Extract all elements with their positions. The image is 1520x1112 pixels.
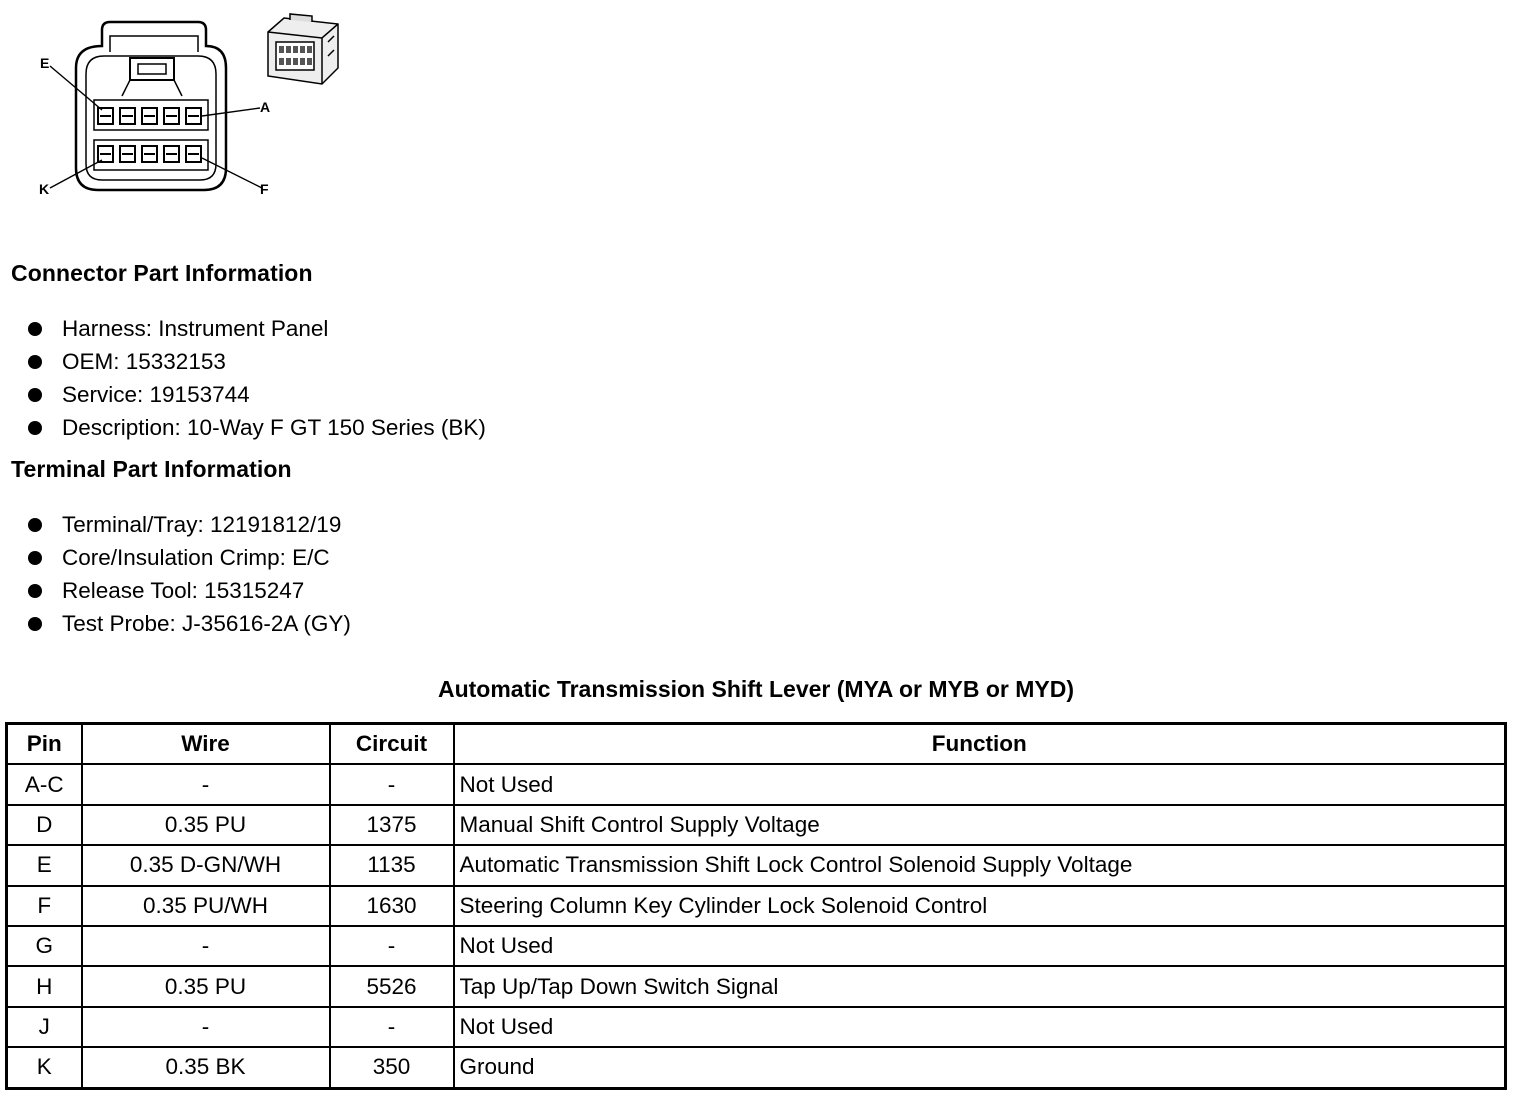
bullet-icon <box>28 355 42 369</box>
header-pin: Pin <box>7 724 82 765</box>
cell-circuit: 1135 <box>330 845 454 885</box>
list-item: Core/Insulation Crimp: E/C <box>28 541 351 574</box>
pin-label-f: F <box>260 181 269 197</box>
connector-face-diagram <box>30 8 350 208</box>
cell-wire: 0.35 PU/WH <box>82 886 330 926</box>
connector-latch <box>130 58 174 80</box>
terminal-info-list <box>28 508 351 640</box>
cell-wire: - <box>82 926 330 966</box>
bullet-icon <box>28 322 42 336</box>
cell-circuit: 350 <box>330 1047 454 1088</box>
cell-circuit: - <box>330 764 454 804</box>
cell-wire: 0.35 PU <box>82 805 330 845</box>
bullet-icon <box>28 421 42 435</box>
header-wire: Wire <box>82 724 330 765</box>
cell-pin: F <box>7 886 82 926</box>
cell-wire: 0.35 PU <box>82 966 330 1006</box>
cell-circuit: 5526 <box>330 966 454 1006</box>
cell-pin: E <box>7 845 82 885</box>
cell-circuit: 1630 <box>330 886 454 926</box>
cell-wire: - <box>82 764 330 804</box>
list-item: Service: 19153744 <box>28 378 486 411</box>
list-item: OEM: 15332153 <box>28 345 486 378</box>
cell-pin: J <box>7 1007 82 1047</box>
cell-function: Steering Column Key Cylinder Lock Solenoid Control <box>454 886 1506 926</box>
connector-3d-thumbnail <box>268 14 338 84</box>
pinout-table <box>5 722 1507 1090</box>
cell-wire: 0.35 D-GN/WH <box>82 845 330 885</box>
cell-function: Ground <box>454 1047 1506 1088</box>
header-function: Function <box>454 724 1506 765</box>
bullet-icon <box>28 551 42 565</box>
table-row <box>7 805 1506 845</box>
pin-label-a: A <box>260 99 271 115</box>
table-row <box>7 966 1506 1006</box>
list-item: Terminal/Tray: 12191812/19 <box>28 508 351 541</box>
cell-wire: 0.35 BK <box>82 1047 330 1088</box>
list-item: Description: 10-Way F GT 150 Series (BK) <box>28 411 486 444</box>
list-item: Test Probe: J-35616-2A (GY) <box>28 607 351 640</box>
table-row <box>7 926 1506 966</box>
cell-function: Tap Up/Tap Down Switch Signal <box>454 966 1506 1006</box>
table-row <box>7 886 1506 926</box>
cell-function: Not Used <box>454 764 1506 804</box>
header-circuit: Circuit <box>330 724 454 765</box>
cell-function: Automatic Transmission Shift Lock Control Solenoid Supply Voltage <box>454 845 1506 885</box>
connector-shell <box>76 22 226 190</box>
table-header-row <box>7 724 1506 765</box>
cell-circuit: - <box>330 926 454 966</box>
cell-function: Not Used <box>454 926 1506 966</box>
bullet-icon <box>28 584 42 598</box>
cell-pin: H <box>7 966 82 1006</box>
bullet-icon <box>28 518 42 532</box>
cell-circuit: - <box>330 1007 454 1047</box>
table-row <box>7 845 1506 885</box>
cell-function: Manual Shift Control Supply Voltage <box>454 805 1506 845</box>
table-row <box>7 1007 1506 1047</box>
table-row <box>7 1047 1506 1088</box>
list-item: Release Tool: 15315247 <box>28 574 351 607</box>
cell-pin: G <box>7 926 82 966</box>
table-title: Automatic Transmission Shift Lever (MYA or MYB or MYD) <box>437 676 1074 702</box>
cell-pin: D <box>7 805 82 845</box>
cell-pin: A-C <box>7 764 82 804</box>
cell-wire: - <box>82 1007 330 1047</box>
cell-pin: K <box>7 1047 82 1088</box>
list-item: Harness: Instrument Panel <box>28 312 486 345</box>
connector-info-list <box>28 312 486 444</box>
bullet-icon <box>28 617 42 631</box>
bullet-icon <box>28 388 42 402</box>
pin-label-k: K <box>39 181 50 197</box>
cell-function: Not Used <box>454 1007 1506 1047</box>
pin-label-e: E <box>40 55 50 71</box>
table-row <box>7 764 1506 804</box>
terminal-info-heading: Terminal Part Information <box>11 456 292 482</box>
connector-info-heading: Connector Part Information <box>11 260 313 286</box>
cell-circuit: 1375 <box>330 805 454 845</box>
